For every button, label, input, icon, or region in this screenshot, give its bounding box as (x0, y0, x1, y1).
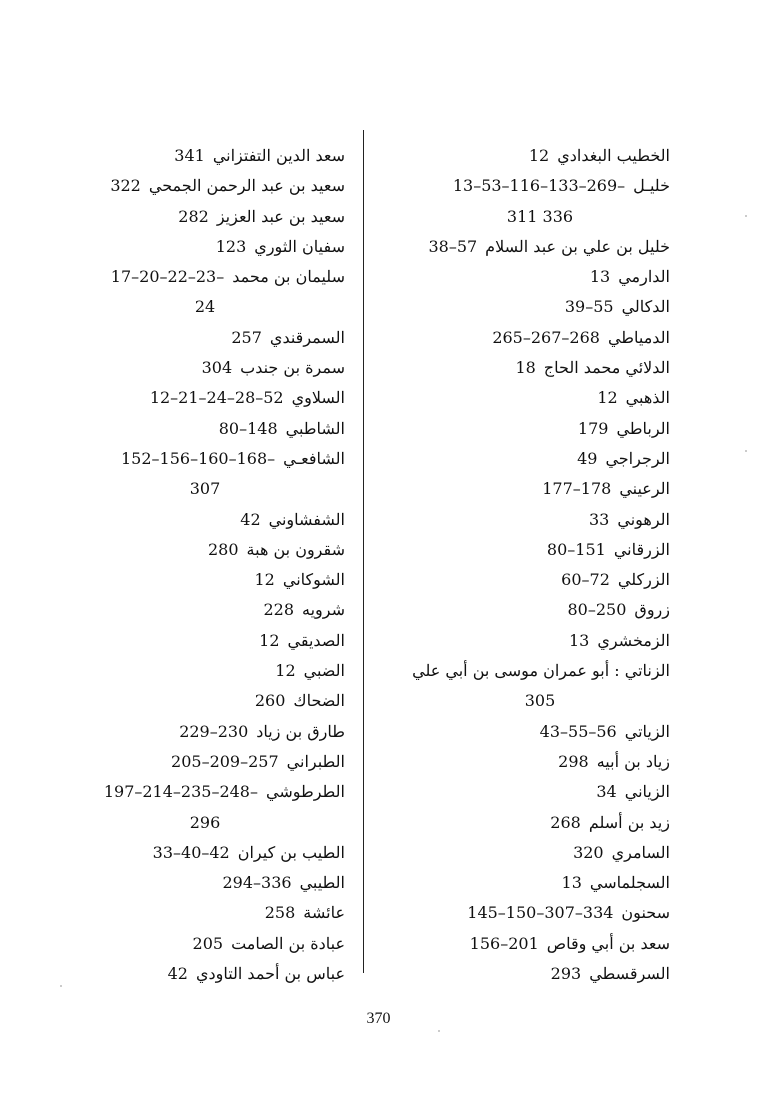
entry-name: الرعيني (619, 479, 670, 499)
entry-name: الشافعـي (283, 448, 345, 468)
entry-name: الطرطوشي (265, 782, 345, 802)
entry-pages: 12 (597, 388, 618, 408)
index-entry (410, 505, 670, 535)
entry-pages: 156–201 (469, 933, 539, 953)
entry-pages: 17–20–22–23– (110, 267, 225, 287)
entry-pages: 80–250 (567, 600, 627, 620)
index-entry (410, 656, 670, 686)
index-entry (410, 959, 670, 989)
index-entry (65, 808, 345, 838)
index-entry (65, 232, 345, 262)
scan-speck (438, 1030, 440, 1032)
entry-name: خليـل (633, 176, 670, 196)
entry-name: السرقسطي (589, 964, 670, 984)
index-entry (410, 565, 670, 595)
entry-name: الطيب بن كيران (237, 842, 345, 862)
entry-pages: 257 (231, 327, 262, 347)
index-entry (65, 474, 345, 504)
entry-name: خليل بن علي بن عبد السلام (485, 236, 670, 256)
entry-pages: 152–156–160–168– (120, 448, 276, 468)
entry-name: السامري (611, 842, 670, 862)
entry-pages: 38–57 (428, 236, 478, 256)
entry-pages: 205–209–257 (171, 751, 279, 771)
entry-pages: 80–148 (218, 418, 278, 438)
entry-pages: 294–336 (222, 873, 292, 893)
index-entry (410, 474, 670, 504)
index-entry (410, 747, 670, 777)
index-entry (65, 141, 345, 171)
entry-name: الدمياطي (607, 327, 670, 347)
index-entry (65, 868, 345, 898)
scan-speck (745, 215, 747, 217)
entry-name: زياد بن أبيه (596, 751, 670, 771)
entry-name: الشاطبي (285, 418, 345, 438)
entry-name: السجلماسي (589, 873, 670, 893)
index-entry (65, 565, 345, 595)
index-entry (410, 686, 670, 716)
index-entry (65, 262, 345, 292)
index-column-left (65, 141, 345, 989)
index-entry (65, 747, 345, 777)
entry-pages: 12–21–24–28–52 (149, 388, 284, 408)
entry-pages: 296 (189, 812, 221, 832)
entry-pages: 265–267–268 (492, 327, 600, 347)
entry-name: سعيد بن عبد الرحمن الجمحي (148, 176, 345, 196)
entry-name: الرباطي (616, 418, 670, 438)
index-entry (65, 959, 345, 989)
index-entry (65, 444, 345, 474)
entry-pages: 177–178 (542, 479, 612, 499)
index-entry (410, 838, 670, 868)
index-entry (65, 656, 345, 686)
index-entry (410, 868, 670, 898)
entry-name: شقرون بن هبة (246, 539, 345, 559)
entry-name: سمرة بن جندب (240, 358, 345, 378)
index-entry (65, 717, 345, 747)
entry-pages: 197–214–235–248– (103, 782, 258, 802)
entry-name: الدارمي (618, 267, 670, 287)
index-entry (65, 838, 345, 868)
entry-name: الطيبي (299, 873, 345, 893)
index-entry (410, 535, 670, 565)
entry-name: سعد الدين التفتزاني (212, 146, 345, 165)
index-entry (65, 202, 345, 232)
entry-name: الشفشاوني (268, 509, 345, 529)
index-entry (65, 353, 345, 383)
index-entry (410, 444, 670, 474)
index-entry (410, 262, 670, 292)
index-entry (410, 202, 670, 232)
index-entry (410, 626, 670, 656)
entry-name: سعد بن أبي وقاص (546, 933, 670, 953)
entry-pages: 12 (275, 661, 296, 681)
entry-pages: 205 (192, 933, 224, 953)
entry-pages: 34 (596, 782, 617, 802)
entry-name: الزرقاني (613, 539, 670, 559)
index-entry (410, 171, 670, 201)
entry-name: سحنون (621, 903, 670, 923)
entry-pages: 307 (189, 479, 221, 499)
index-entry (65, 171, 345, 201)
entry-pages: 293 (550, 964, 582, 984)
entry-pages: 80–151 (546, 539, 606, 559)
entry-pages: 322 (110, 176, 141, 196)
entry-pages: 39–55 (564, 297, 614, 317)
entry-name: عباس بن أحمد التاودي (195, 964, 345, 984)
entry-name: الزناتي : أبو عمران موسى بن أبي علي (412, 661, 670, 681)
entry-pages: 60–72 (561, 570, 610, 590)
entry-name: الزياني (624, 782, 670, 802)
entry-pages: 298 (558, 751, 589, 771)
entry-name: عائشة (303, 903, 345, 923)
entry-pages: 33 (589, 509, 610, 529)
entry-name: الزركلي (617, 570, 670, 590)
entry-pages: 228 (263, 600, 294, 620)
index-entry (410, 717, 670, 747)
entry-name: الرهوني (617, 509, 670, 529)
index-entry (410, 777, 670, 807)
index-entry (410, 292, 670, 322)
index-column-right (410, 141, 670, 989)
entry-pages: 268 (550, 812, 581, 832)
entry-name: الرجراجي (605, 448, 670, 468)
scan-speck (745, 450, 747, 452)
entry-pages: 13 (568, 630, 590, 650)
entry-pages: 42 (240, 509, 261, 529)
entry-name: الدلائي محمد الحاج (543, 358, 670, 378)
entry-pages: 305 (524, 691, 556, 711)
index-entry (410, 808, 670, 838)
entry-pages: 229–230 (179, 721, 249, 741)
index-entry (410, 929, 670, 959)
index-entry (65, 595, 345, 625)
entry-pages: 13 (589, 267, 611, 287)
entry-pages: 280 (208, 539, 239, 559)
entry-name: الصديقي (287, 630, 345, 650)
entry-pages: 12 (259, 630, 280, 650)
entry-pages: 123 (215, 236, 247, 256)
index-entry (410, 353, 670, 383)
entry-pages: 18 (515, 358, 536, 378)
index-entry (410, 232, 670, 262)
index-entry (65, 898, 345, 928)
entry-name: الخطيب البغدادي (557, 146, 670, 165)
entry-name: سفيان الثوري (254, 236, 345, 256)
entry-pages: 341 (174, 146, 205, 165)
entry-pages: 49 (577, 448, 598, 468)
index-entry (65, 535, 345, 565)
entry-pages: 33–40–42 (152, 842, 230, 862)
entry-pages: 260 (254, 691, 286, 711)
index-entry (65, 323, 345, 353)
index-entry (65, 414, 345, 444)
entry-name: زيد بن أسلم (588, 812, 670, 832)
column-divider (363, 130, 364, 973)
entry-name: السلاوي (291, 388, 345, 408)
entry-pages: 311 336 (506, 206, 574, 226)
entry-pages: 12 (254, 570, 275, 590)
entry-name: سعيد بن عبد العزيز (216, 206, 345, 226)
entry-name: الضبي (303, 661, 345, 681)
index-entry (65, 383, 345, 413)
index-entry (410, 595, 670, 625)
index-entry (65, 505, 345, 535)
entry-pages: 179 (577, 418, 609, 438)
index-entry (410, 323, 670, 353)
entry-name: زروق (634, 600, 670, 620)
index-entry (65, 686, 345, 716)
entry-name: الزمخشري (597, 630, 670, 650)
index-entry (65, 626, 345, 656)
entry-pages: 145–150–307–334 (467, 903, 614, 923)
entry-name: عبادة بن الصامت (231, 933, 345, 953)
entry-name: طارق بن زياد (256, 721, 345, 741)
entry-name: الطبراني (286, 751, 345, 771)
index-entry (65, 292, 345, 322)
entry-pages: 43–55–56 (539, 721, 617, 741)
entry-pages: 304 (201, 358, 233, 378)
index-entry (410, 141, 670, 171)
entry-name: الدكالي (621, 297, 670, 317)
entry-pages: 320 (573, 842, 604, 862)
entry-name: شرويه (302, 600, 345, 620)
index-entry (410, 383, 670, 413)
entry-pages: 282 (178, 206, 209, 226)
entry-name: الضحاك (293, 691, 345, 711)
entry-pages: 42 (167, 964, 188, 984)
entry-name: الشوكاني (282, 570, 345, 590)
entry-name: السمرقندي (269, 327, 345, 347)
entry-name: سليمان بن محمد (232, 267, 345, 287)
entry-pages: 24 (194, 297, 216, 317)
entry-pages: 13–53–116–133–269– (452, 176, 626, 196)
entry-pages: 13 (561, 873, 582, 893)
index-entry (65, 777, 345, 807)
page-number: 370 (366, 1010, 391, 1027)
index-entry (410, 414, 670, 444)
entry-name: الذهبي (625, 388, 670, 408)
entry-pages: 12 (528, 146, 550, 165)
scan-speck (60, 985, 62, 987)
index-entry (410, 898, 670, 928)
index-entry (65, 929, 345, 959)
entry-pages: 258 (264, 903, 296, 923)
entry-name: الزياتي (624, 721, 670, 741)
